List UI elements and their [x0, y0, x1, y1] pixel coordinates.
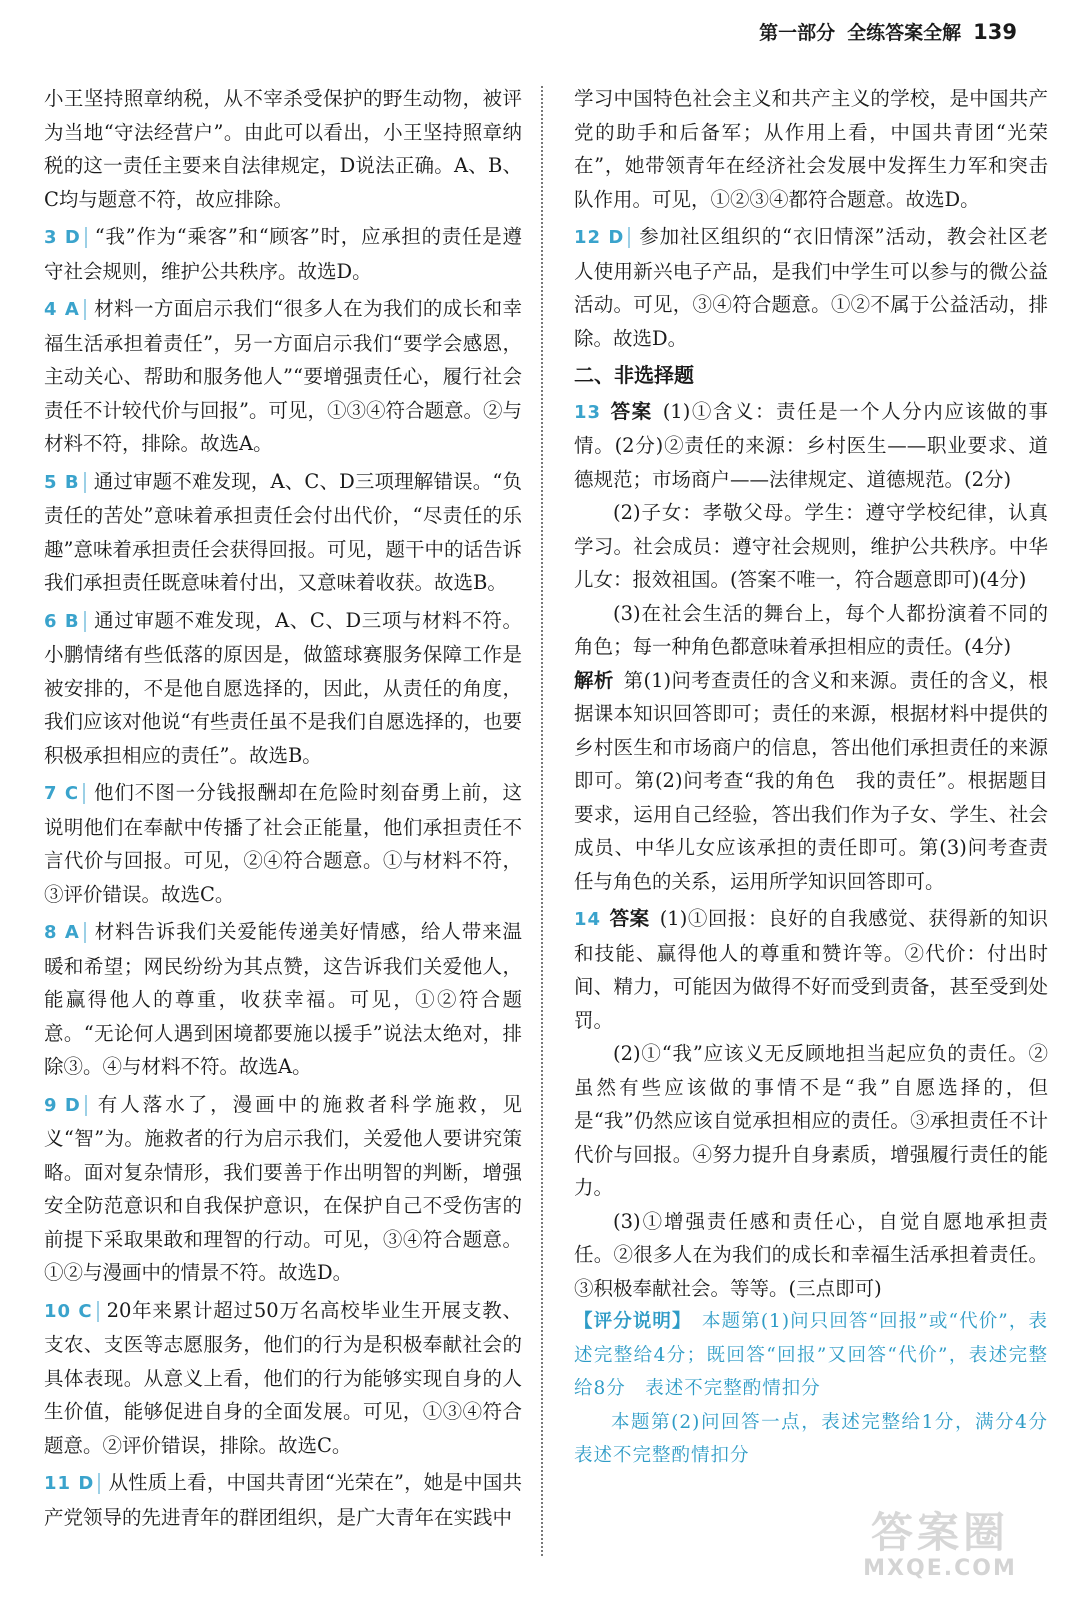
- answer-item-10: 10 C 20年来累计超过50万名高校毕业生开展支教、支农、支医等志愿服务，他们的行为是积极奉献社会的具体表现。从意义上看，他们的行为能够实现自身的人生价值，能够促进自身的全面发展。可见，①③④符合题意。②评价错误，排除。故选C。: [44, 1294, 522, 1463]
- scoring-note-2: 本题第(2)问回答一点，表述完整给1分，满分4分 表述不完整酌情扣分: [574, 1411, 1068, 1466]
- page-number: 139: [973, 20, 1017, 44]
- q13-analysis: 解析 第(1)问考查责任的含义和来源。责任的含义，根据课本知识回答即可；责任的来源，根据材料中提供的乡村医生和市场商户的信息，答出他们承担责任的来源即可。第(2)问考查“我的角色 我的责任”。根据题目要求，运用自己经验，答出我们作为子女、学生、社会成员、中华儿女应该承担的责任即可。第(3)问考查责任与角色的关系，运用所学知识回答即可。: [574, 668, 1048, 893]
- question-tag: 5 B: [44, 466, 86, 500]
- question-tag: 14: [574, 909, 602, 930]
- question-tag: 7 C: [44, 777, 85, 811]
- answer-item-5: 5 B 通过审题不难发现，A、C、D三项理解错误。“负责任的苦处”意味着承担责任会付出代价，“尽责任的乐趣”意味着承担责任会获得回报。可见，题干中的话告诉我们承担责任既意味着付出，又意味着收获。故选B。: [44, 465, 522, 600]
- answer-item-3: 3 D “我”作为“乘客”和“顾客”时，应承担的责任是遵守社会规则，维护公共秩序。故选D。: [44, 220, 522, 288]
- q13-answer-part2: (2)子女：孝敬父母。学生：遵守学校纪律，认真学习。社会成员：遵守社会规则，维护公共秩序。中华儿女：报效祖国。(答案不唯一，符合题意即可)(4分): [574, 501, 1048, 591]
- question-tag: 6 B: [44, 605, 86, 639]
- question-tag: 11 D: [44, 1467, 100, 1501]
- header-title: 全练答案全解: [847, 22, 962, 44]
- answer-item-6: 6 B 通过审题不难发现，A、C、D三项与材料不符。小鹏情绪有些低落的原因是，做篮球赛服务保障工作是被安排的，不是他自愿选择的，因此，从责任的角度，我们应该对他说“有些责任虽不是我们自愿选择的，也要积极承担相应的责任”。故选B。: [44, 604, 522, 773]
- answer-item-8: 8 A 材料告诉我们关爱能传递美好情感，给人带来温暖和希望；网民纷纷为其点赞，这告诉我们关爱他人，能赢得他人的尊重，收获幸福。可见，①②符合题意。“无论何人遇到困境都要施以援手”说法太绝对，排除③。④与材料不符。故选A。: [44, 915, 522, 1084]
- answer-item-9: 9 D 有人落水了，漫画中的施救者科学施救，见义“智”为。施救者的行为启示我们，关爱他人要讲究策略。面对复杂情形，我们要善于作出明智的判断，增强安全防范意识和自我保护意识，在保护自己不受伤害的前提下采取果敢和理智的行动。可见，③④符合题意。①②与漫画中的情景不符。故选D。: [44, 1088, 522, 1290]
- question-tag: 13: [574, 401, 602, 423]
- q13-answer-part1: 13 答案 (1)①含义：责任是一个人分内应该做的事情。(2分)②责任的来源：乡村医生——职业要求、道德规范；市场商户——法律规定、道德规范。(2分): [574, 395, 1048, 497]
- right-column: [574, 82, 1068, 1473]
- page-header: [759, 18, 1017, 45]
- column-divider: [541, 86, 543, 1556]
- answer-item-7: 7 C 他们不图一分钱报酬却在危险时刻奋勇上前，这说明他们在奉献中传播了社会正能量，他们承担责任不言代价与回报。可见，②④符合题意。①与材料不符，③评价错误。故选C。: [44, 776, 522, 911]
- section-heading: 二、非选择题: [574, 363, 694, 387]
- scoring-note-1: 【评分说明】 本题第(1)问只回答“回报”或“代价”，表述完整给4分；既回答“回报”又回答“代价”，表述完整给8分 表述不完整酌情扣分: [574, 1311, 1048, 1399]
- answer-item-12: 12 D 参加社区组织的“衣旧情深”活动，教会社区老人使用新兴电子产品，是我们中学生可以参与的微公益活动。可见，③④符合题意。①②不属于公益活动，排除。故选D。: [574, 220, 1048, 355]
- question-tag: 4 A: [44, 293, 86, 327]
- answer-item-4: 4 A 材料一方面启示我们“很多人在为我们的成长和幸福生活承担着责任”，另一方面启示我们“要学会感恩，主动关心、帮助和服务他人”“要增强责任心，履行社会责任不计较代价与回报”。可见，①③④符合题意。②与材料不符，排除。故选A。: [44, 292, 522, 461]
- q11-continuation: 学习中国特色社会主义和共产主义的学校，是中国共产党的助手和后备军；从作用上看，中国共青团“光荣在”，她带领青年在经济社会发展中发挥生力军和突击队作用。可见，①②③④都符合题意。故选D。: [574, 87, 1048, 211]
- q14-answer-part2: (2)①“我”应该义无反顾地担当起应负的责任。②虽然有些应该做的事情不是“我”自愿选择的，但是“我”仍然应该自觉承担相应的责任。③承担责任不计代价与回报。④努力提升自身素质，增强履行责任的能力。: [574, 1042, 1048, 1199]
- q14-answer-part3: (3)①增强责任感和责任心，自觉自愿地承担责任。②很多人在为我们的成长和幸福生活承担着责任。③积极奉献社会。等等。(三点即可): [574, 1209, 1048, 1300]
- question-tag: 10 C: [44, 1295, 99, 1329]
- left-column: [44, 82, 522, 1538]
- question-tag: 8 A: [44, 916, 86, 950]
- question-tag: 3 D: [44, 221, 87, 255]
- question-tag: 12 D: [574, 221, 630, 255]
- answer-item-11: 11 D 从性质上看，中国共青团“光荣在”，她是中国共产党领导的先进青年的群团组织，是广大青年在实践中: [44, 1466, 522, 1534]
- intro-paragraph: 小王坚持照章纳税，从不宰杀受保护的野生动物，被评为当地“守法经营户”。由此可以看出，小王坚持照章纳税的这一责任主要来自法律规定，D说法正确。A、B、C均与题意不符，故应排除。: [44, 87, 522, 211]
- q13-answer-part3: (3)在社会生活的舞台上，每个人都扮演着不同的角色；每一种角色都意味着承担相应的责任。(4分): [574, 601, 1048, 658]
- watermark-logo: 答案圈 MXQE.COM: [863, 1508, 1017, 1581]
- q14-answer-part1: 14 答案 (1)①回报：良好的自我感觉、获得新的知识和技能、赢得他人的尊重和赞许等。②代价：付出时间、精力，可能因为做得不好而受到责备，甚至受到处罚。: [574, 902, 1048, 1037]
- answer-list: [44, 220, 522, 1534]
- question-tag: 9 D: [44, 1089, 87, 1123]
- header-section: 第一部分: [759, 22, 836, 44]
